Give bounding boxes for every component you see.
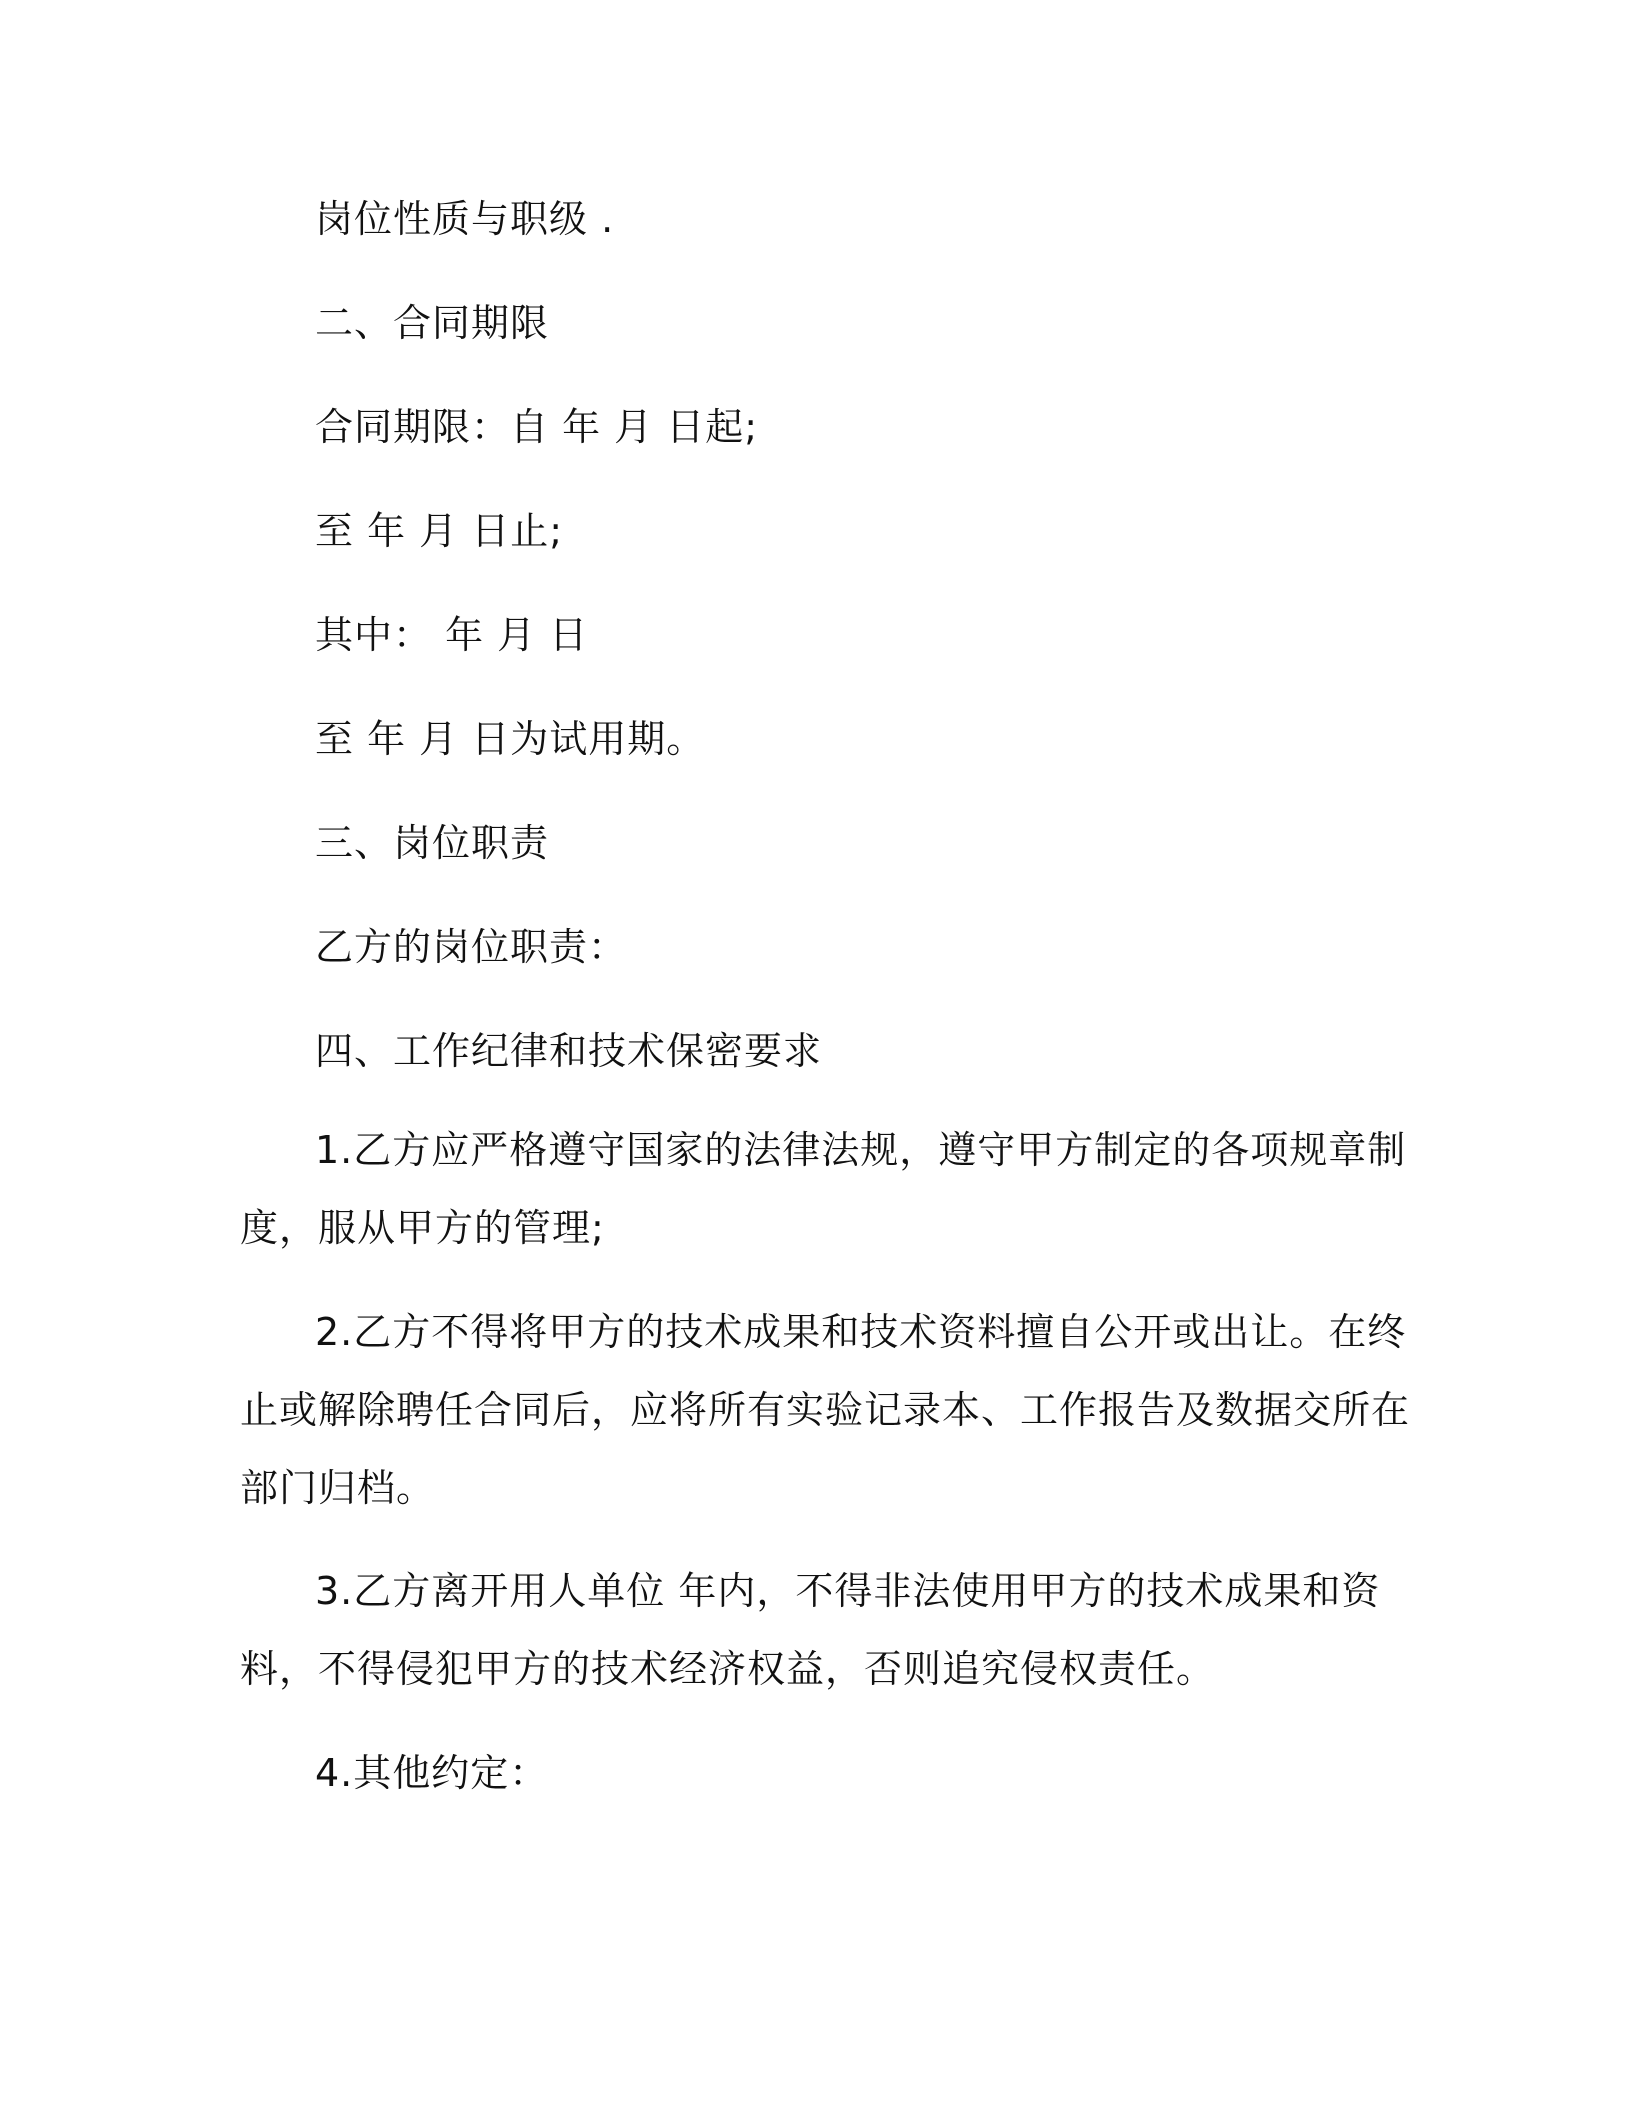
- item-2-paragraph: 2.乙方不得将甲方的技术成果和技术资料擅自公开或出让。在终止或解除聘任合同后，应将所有实验记录本、工作报告及数据交所在部门归档。: [240, 1310, 1411, 1510]
- probation-start-line: 其中： 年 月 日: [315, 613, 589, 657]
- section-4-heading: 四、工作纪律和技术保密要求: [315, 1029, 823, 1073]
- item-3-paragraph: 3.乙方离开用人单位 年内，不得非法使用甲方的技术成果和资料，不得侵犯甲方的技术经济权益，否则追究侵权责任。: [240, 1569, 1381, 1691]
- position-nature-line: 岗位性质与职级 .: [315, 197, 615, 241]
- duties-line: 乙方的岗位职责：: [315, 925, 628, 969]
- section-3-heading: 三、岗位职责: [315, 821, 550, 865]
- item-1-paragraph: 1.乙方应严格遵守国家的法律法规，遵守甲方制定的各项规章制度，服从甲方的管理;: [240, 1128, 1407, 1250]
- section-2-heading: 二、合同期限: [315, 301, 550, 345]
- contract-term-end-line: 至 年 月 日止;: [315, 509, 564, 553]
- probation-end-line: 至 年 月 日为试用期。: [315, 717, 706, 761]
- contract-term-start-line: 合同期限：自 年 月 日起;: [315, 405, 759, 449]
- item-4-paragraph: 4.其他约定：: [315, 1751, 549, 1795]
